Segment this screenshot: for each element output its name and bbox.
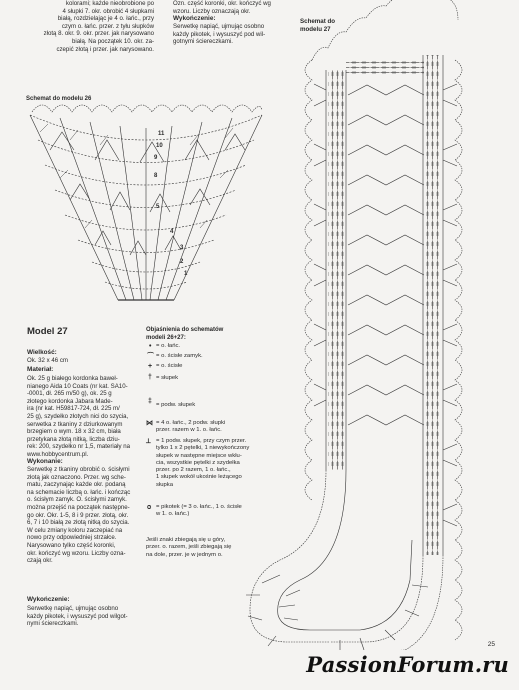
legend-symbol-picot: ᴑ: [147, 504, 152, 511]
legend-symbol-cross: ⟂: [146, 438, 151, 445]
row-number-11: 11: [158, 131, 165, 137]
row-number-1: 1: [184, 271, 188, 277]
legend-text-tr: = podw. słupek: [156, 402, 196, 408]
top-mid-finish-paragraph: Serwetkę napiąć, ujmując osobno każdy pikotek, i wysuszyć pod wil- gotnymi ściereczkami.: [173, 23, 266, 46]
legend-text-chain: = o. łańc.: [156, 343, 181, 349]
row-number-2: 2: [180, 259, 184, 265]
size-text: Ok. 32 x 46 cm: [27, 357, 68, 364]
legend-symbol-chain: •: [149, 343, 152, 350]
legend-text-slip: = o. ścisłe zamyk.: [156, 353, 203, 359]
execution-text: Serwetkę z tkaniny obrobić o. ścisłymi złotą jak oznaczono. Przer. wg sche- matu, zaczynając każde okr. podaną na schemacie liczbą o. łańc. i kończąc o. ścisłym zamyk. O. ścisłymi zamyk. można przejść na początek następne- go okr. Okr. 1-5, 8 i 9 przer. złotą, okr. 6, 7 i 10 białą ze złotą nitką do szycia. W celu zmiany koloru zaczepiać na nowo przy odpowiedniej strzałce. Narysowano tylko część koronki, okr. kończyć wg wzoru. Liczby ozna- czają okr.: [27, 466, 131, 565]
finish-text: Serwetkę napiąć, ujmując osobno każdy pikotek, i wysuszyć pod wilgot- nymi ściereczkami.: [27, 605, 128, 628]
legend-symbol-tr: ‡: [148, 398, 152, 405]
legend-symbol-dc: †: [148, 374, 152, 381]
row-number-5: 5: [156, 204, 160, 210]
page-number: 25: [487, 641, 495, 648]
size-heading: Wielkość:: [27, 349, 57, 356]
finish-heading: Wykończenie:: [27, 596, 70, 603]
row-number-4: 4: [170, 229, 174, 235]
schemat-26-title: Schemat do modelu 26: [26, 96, 92, 102]
material-text: Ok. 25 g białego kordonka baweł- nianego Aida 10 Coats (nr kat. SA10- -0001, dł. 265 m/50 g), ok. 25 g złotego kordonka Jabara Made- ira (nr kat. H59817-724, dł. 225 m/ 25 g), szydełko złotych nici do szycia, serwetka z tkaniny z dziurkowanym brzegiem o wym. 18 x 32 cm, biała przetykana złotą nitką, liczba dziu- rek: 200, szydełko nr 1,5, materiały na www.hobbycentrum.pl.: [27, 375, 130, 458]
row-number-9: 9: [154, 155, 158, 161]
top-left-paragraph: kolorami; każde nieobrobione po 4 słupki 7. okr. obrobić 4 słupkami białą, rozdzielając je 4 o. łańc., przy czym o. łańc. przer. z tyłu słupków złotą 8. okr. 9. okr. przer. jak narysowano białą. Na początek 10. okr. za- czepić złotą i przer. jak narysowano.: [43, 0, 154, 53]
legend-text-picot: = pikotek (= 3 o. łańc., 1 o. ścisłe w 1. o. łańc.): [156, 504, 242, 518]
execution-heading: Wykonanie:: [27, 458, 63, 465]
schemat-27-title: Schemat do modelu 27: [300, 18, 336, 33]
row-number-8: 8: [154, 173, 158, 179]
schemat-26-diagram: [30, 105, 262, 300]
schemat-27-diagram: [246, 0, 462, 655]
top-mid-paragraph: Ozn. część koronki, okr. kończyć wg wzoru. Liczby oznaczają okr.: [173, 0, 271, 15]
watermark: PassionForum.ru: [306, 652, 509, 677]
legend-symbol-cluster: ⋈: [146, 420, 153, 427]
model-27-title: Model 27: [27, 326, 68, 337]
material-heading: Materiał:: [27, 366, 54, 373]
legend-text-cluster: = 4 o. łańc., 2 podw. słupki przer. razem w 1. o. łańc.: [156, 420, 226, 434]
legend-text-sc: = o. ścisłe: [156, 363, 183, 369]
legend-note: Jeśli znaki zbiegają się u góry, przer. o. razem, jeśli zbiegają się na dole, przer. je w jednym o.: [146, 537, 232, 558]
row-number-3: 3: [180, 245, 184, 251]
row-number-10: 10: [156, 143, 163, 149]
legend-heading: Objaśnienia do schematów modeli 26+27:: [146, 327, 224, 341]
legend-text-dc: = słupek: [156, 375, 179, 381]
legend-symbol-slip: ⌒: [147, 353, 154, 360]
legend-symbol-sc: +: [148, 363, 153, 370]
legend-text-cross: = 1 podw. słupek, przy czym przer. tylko 1 x 2 pętelki, 1 niewykończony słupek w następne miejsce wkłu- cia, wszystkie pętelki z szydełka przer. po 2 razem, 1 o. łańc., 1 słupek wokół ukośnie leżącego słupka: [156, 438, 250, 488]
top-mid-finish-heading: Wykończenie:: [173, 15, 216, 22]
